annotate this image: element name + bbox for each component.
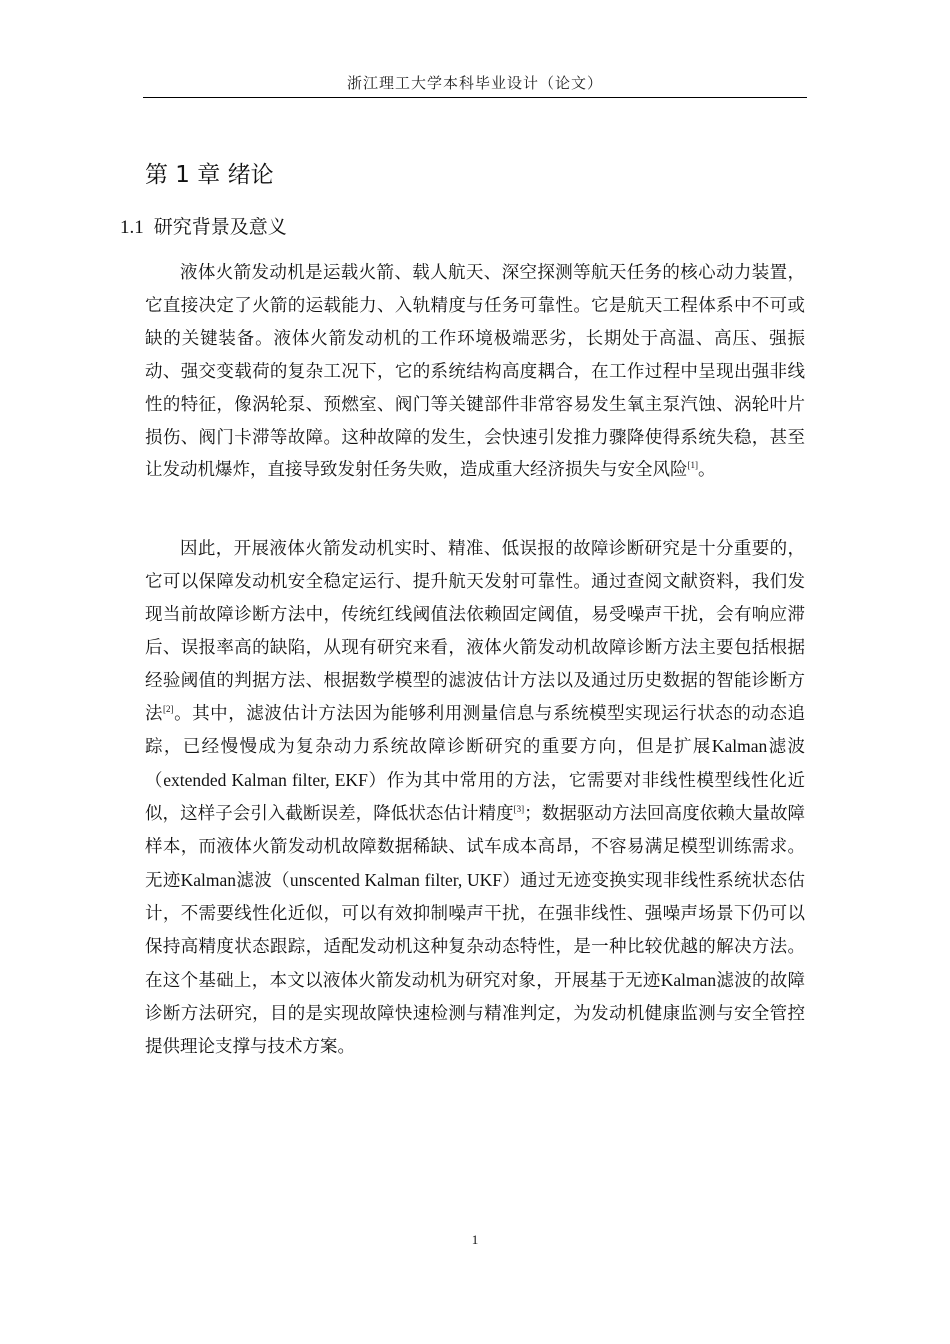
body-paragraph-1-container (145, 257, 805, 487)
latin-term: Kalman (180, 870, 237, 891)
latin-term: extended Kalman filter, EKF (163, 770, 368, 791)
paragraph-text: ）通过无迹变换实现非线性系统状态估计，不需要线性化近似，可以有效抑制噪声干扰，在强非线性、强噪声场景下仍可以保持高精度状态跟踪，适配发动机这种复杂动态特性，是一种比较优越的解决方法。在这个基础上，本文以液体火箭发动机为研究对象，开展基于无迹 (145, 871, 806, 991)
paragraph-text: 滤波（ (145, 737, 806, 792)
paragraph-text: 液体火箭发动机是运载火箭、载人航天、深空探测等航天任务的核心动力装置，它直接决定了火箭的运载能力、入轨精度与任务可靠性。它是航天工程体系中不可或缺的关键装备。液体火箭发动机的工作环境极端恶劣，长期处于高温、高压、强振动、强交变载荷的复杂工况下，它的系统结构高度耦合，在工作过程中呈现出强非线性的特征，像涡轮泵、预燃室、阀门等关键部件非常容易发生氧主泵汽蚀、涡轮叶片损伤、阀门卡滞等故障。这种故障的发生，会快速引发推力骤降使得系统失稳，甚至让发动机爆炸，直接导致发射任务失败，造成重大经济损失与安全风险 (145, 263, 805, 481)
running-header: 浙江理工大学本科毕业设计（论文） (346, 74, 603, 92)
paragraph-text: ；数据驱动方法回高度依赖大量故障样本，而液体火箭发动机故障数据稀缺、试车成本高昂，不容易满足模型训练需求。无迹 (145, 804, 806, 892)
paragraph-text: 滤波的故障诊断方法研究，目的是实现故障快速检测与精准判定，为发动机健康监测与安全管控提供理论支撑与技术方案。 (145, 970, 806, 1057)
section-number: 1.1 (120, 217, 144, 238)
body-paragraph-1 (145, 257, 805, 487)
header-rule (143, 97, 807, 98)
citation-3[interactable]: [3] (513, 804, 525, 815)
page-number: 1 (471, 1232, 479, 1247)
latin-term: unscented Kalman filter, UKF (289, 870, 503, 891)
section-title: 研究背景及意义 (153, 216, 287, 238)
latin-term: Kalman (660, 969, 717, 990)
section-heading (120, 212, 287, 239)
body-paragraph-2 (145, 533, 805, 1064)
body-paragraph-2-container (145, 533, 805, 1064)
paragraph-text: ）作为其中常用的方法，它需要对非线性模型线性化近似，这样子会引入截断误差，降低状态估计精度 (145, 771, 806, 825)
latin-term: Kalman (711, 736, 768, 757)
paragraph-text: 滤波（ (236, 871, 290, 892)
paragraph-text: 因此，开展液体火箭发动机实时、精准、低误报的故障诊断研究是十分重要的，它可以保障发动机安全稳定运行、提升航天发射可靠性。通过查阅文献资料，我们发现当前故障诊断方法中，传统红线阈值法依赖固定阈值，易受噪声干扰，会有响应滞后、误报率高的缺陷，从现有研究来看，液体火箭发动机故障诊断方法主要包括根据经验阈值的判据方法、根据数学模型的滤波估计方法以及通过历史数据的智能诊断方法 (145, 539, 805, 724)
citation-1[interactable]: [1] (687, 460, 698, 471)
chapter-title: 第 1 章 绪论 (145, 162, 274, 188)
paragraph-text: 。其中，滤波估计方法因为能够利用测量信息与系统模型实现运行状态的动态追踪，已经慢慢成为复杂动力系统故障诊断研究的重要方向，但是扩展 (145, 703, 806, 758)
citation-2[interactable]: [2] (163, 703, 174, 714)
paragraph-text: 。 (698, 460, 716, 481)
